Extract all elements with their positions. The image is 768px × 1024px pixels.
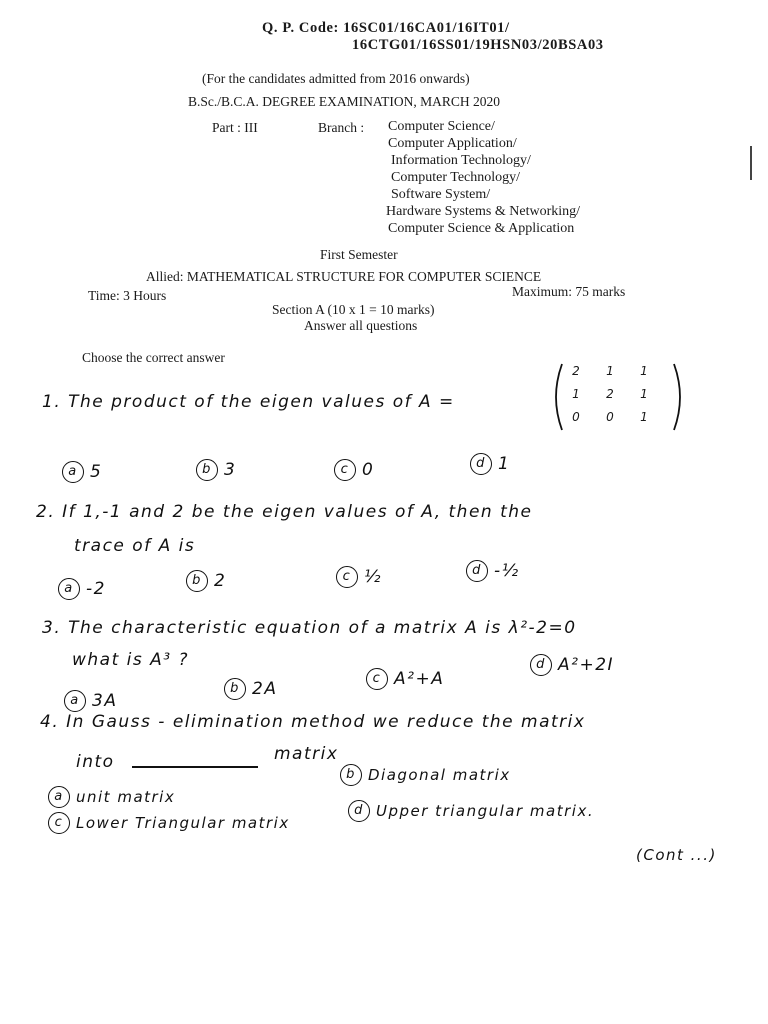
exam-title: B.Sc./B.C.A. DEGREE EXAMINATION, MARCH 2020 bbox=[188, 94, 501, 109]
option-text: ½ bbox=[364, 567, 382, 587]
option-letter-circle: d bbox=[348, 800, 370, 822]
matrix-cell: 1 bbox=[572, 387, 580, 401]
question-4-stem-matrix: matrix bbox=[274, 744, 339, 764]
option-letter-circle: b bbox=[224, 678, 246, 700]
time-allowed: Time: 3 Hours bbox=[88, 288, 167, 303]
matrix-cell: 0 bbox=[572, 410, 580, 424]
option-text: A²+2I bbox=[558, 655, 615, 675]
question-3-stem-line-2: what is A³ ? bbox=[72, 650, 190, 670]
maximum-marks: Maximum: 75 marks bbox=[512, 284, 626, 299]
option-letter-circle: a bbox=[58, 578, 80, 600]
matrix-cell: 1 bbox=[640, 364, 648, 378]
option-letter-circle: c bbox=[366, 668, 388, 690]
option-text: 1 bbox=[498, 454, 511, 474]
question-2-option-c bbox=[336, 566, 382, 588]
option-text: 3A bbox=[92, 691, 118, 711]
scan-edge-mark bbox=[750, 146, 752, 180]
question-2-stem-line-2: trace of A is bbox=[74, 536, 196, 556]
part-label: Part : III bbox=[212, 120, 258, 135]
semester: First Semester bbox=[320, 247, 398, 262]
option-text: 3 bbox=[224, 460, 237, 480]
matrix-cell: 1 bbox=[640, 387, 648, 401]
option-letter-circle: d bbox=[466, 560, 488, 582]
branch-item: Computer Application/ bbox=[388, 136, 517, 151]
option-text: Lower Triangular matrix bbox=[76, 814, 290, 832]
branch-item: Information Technology/ bbox=[391, 153, 531, 168]
matrix-cell: 2 bbox=[572, 364, 580, 378]
question-3-option-c bbox=[366, 668, 444, 690]
option-letter-circle: a bbox=[64, 690, 86, 712]
question-1-option-a bbox=[62, 461, 102, 483]
question-1-option-b bbox=[196, 459, 236, 481]
question-3-option-b bbox=[224, 678, 277, 700]
question-4-option-b bbox=[340, 764, 511, 786]
question-4-option-d bbox=[348, 800, 594, 822]
option-text: unit matrix bbox=[76, 788, 176, 806]
option-text: -2 bbox=[86, 579, 106, 599]
candidates-note: (For the candidates admitted from 2016 onwards) bbox=[202, 71, 470, 86]
question-3-stem-line-1: 3. The characteristic equation of a matrix A is λ²-2=0 bbox=[42, 618, 577, 638]
subject-title: Allied: MATHEMATICAL STRUCTURE FOR COMPUTER SCIENCE bbox=[146, 269, 542, 284]
question-1-option-c bbox=[334, 459, 374, 481]
answer-all-note: Answer all questions bbox=[304, 318, 418, 333]
question-4-stem-line-1: 4. In Gauss - elimination method we reduce the matrix bbox=[40, 712, 586, 732]
branch-label: Branch : bbox=[318, 120, 365, 135]
option-text: 2A bbox=[252, 679, 278, 699]
option-letter-circle: d bbox=[470, 453, 492, 475]
question-4-stem-into: into bbox=[76, 752, 115, 772]
option-text: Diagonal matrix bbox=[368, 766, 511, 784]
matrix-cell: 1 bbox=[606, 364, 614, 378]
option-letter-circle: c bbox=[336, 566, 358, 588]
option-letter-circle: a bbox=[48, 786, 70, 808]
question-2-option-a bbox=[58, 578, 106, 600]
matrix-cell: 2 bbox=[606, 387, 614, 401]
option-letter-circle: b bbox=[196, 459, 218, 481]
qp-code-line-1: Q. P. Code: 16SC01/16CA01/16IT01/ bbox=[262, 20, 510, 36]
option-letter-circle: c bbox=[48, 812, 70, 834]
instruction: Choose the correct answer bbox=[82, 350, 225, 365]
question-2-option-d bbox=[466, 560, 520, 582]
branch-item: Computer Science & Application bbox=[388, 221, 575, 236]
question-3-option-a bbox=[64, 690, 117, 712]
question-1-stem: 1. The product of the eigen values of A = bbox=[42, 392, 455, 412]
option-text: -½ bbox=[494, 561, 520, 581]
question-3-option-d bbox=[530, 654, 614, 676]
branch-item: Software System/ bbox=[391, 187, 491, 202]
option-letter-circle: a bbox=[62, 461, 84, 483]
option-letter-circle: c bbox=[334, 459, 356, 481]
option-letter-circle: d bbox=[530, 654, 552, 676]
question-1-matrix bbox=[548, 360, 688, 434]
section-heading: Section A (10 x 1 = 10 marks) bbox=[272, 302, 435, 317]
option-text: A²+A bbox=[394, 669, 445, 689]
option-text: Upper triangular matrix. bbox=[376, 802, 595, 820]
option-letter-circle: b bbox=[340, 764, 362, 786]
qp-code-line-2: 16CTG01/16SS01/19HSN03/20BSA03 bbox=[352, 37, 604, 53]
question-4-option-c bbox=[48, 812, 290, 834]
question-1-option-d bbox=[470, 453, 510, 475]
continued-note: (Cont ...) bbox=[636, 846, 717, 864]
matrix-cell: 1 bbox=[640, 410, 648, 424]
option-text: 5 bbox=[90, 462, 103, 482]
option-letter-circle: b bbox=[186, 570, 208, 592]
branch-item: Computer Science/ bbox=[388, 119, 495, 134]
question-2-stem-line-1: 2. If 1,-1 and 2 be the eigen values of A, then the bbox=[36, 502, 533, 522]
fill-in-blank-line bbox=[132, 766, 258, 768]
option-text: 2 bbox=[214, 571, 227, 591]
matrix-cell: 0 bbox=[606, 410, 614, 424]
option-text: 0 bbox=[362, 460, 375, 480]
question-4-option-a bbox=[48, 786, 175, 808]
branch-item: Computer Technology/ bbox=[391, 170, 521, 185]
question-2-option-b bbox=[186, 570, 226, 592]
branch-item: Hardware Systems & Networking/ bbox=[386, 204, 581, 219]
